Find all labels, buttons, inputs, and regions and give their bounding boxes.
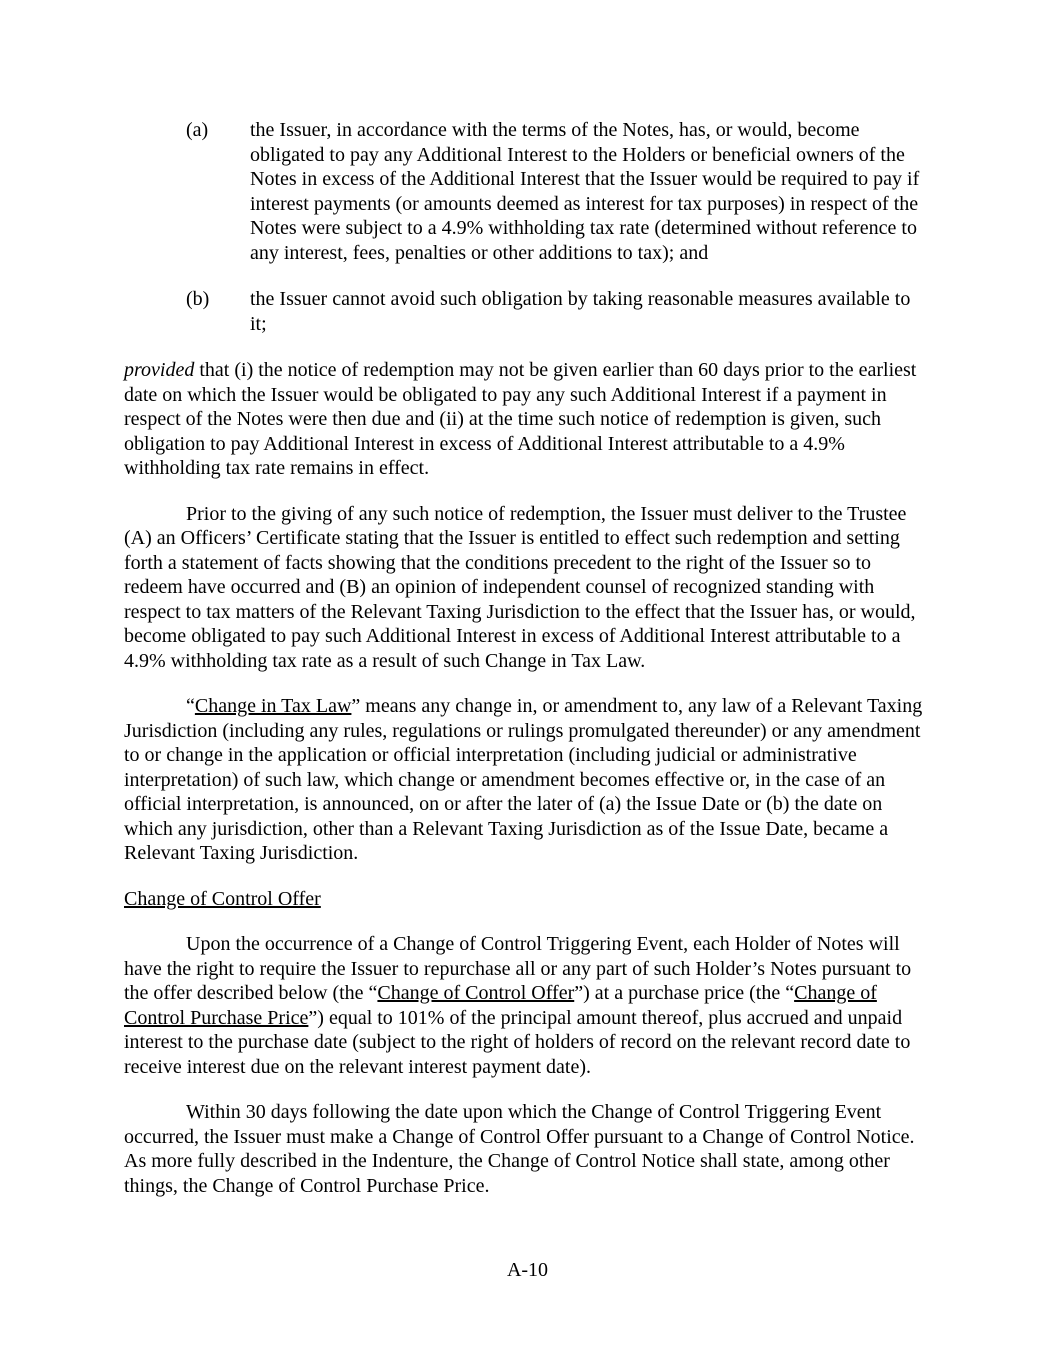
paragraph-within-30-days: Within 30 days following the date upon which the Change of Control Triggering Event occurred, the Issuer must make a Change of Control Offer pursuant to a Change of Control Notice. As more fully described in the Indenture, the Change of Control Notice shall state, among other things, the Change of Control Purchase Price.: [124, 1101, 915, 1197]
upon-run-2: ”) equal to 101% of the principal amount thereof, plus accrued and unpaid interest to the purchase date (subject to the right of holders of record on the relevant record date to receive interest due on the relevant interest payment date).: [124, 1006, 911, 1078]
tax-law-rest-text: ” means any change in, or amendment to, any law of a Relevant Taxing Jurisdiction (including any rules, regulations or rulings promulgated thereunder) or any amendment to or change in the application or official interpretation (including judicial or administrative interpretation) of such law, which change or amendment becomes effective or, in the case of an official interpretation, is announced, on or after the later of (a) the Issue Date or (b) the date on which any jurisdiction, other than a Relevant Taxing Jurisdiction as of the Issue Date, became a Relevant Taxing Jurisdiction.: [124, 695, 923, 864]
list-item-a-text: the Issuer, in accordance with the terms of the Notes, has, or would, become obligated to pay any Additional Interest to the Holders or beneficial owners of the Notes in excess of the Additional Interest that the Issuer would be required to pay if interest payments (or amounts deemed as interest for tax purposes) in respect of the Notes were subject to a 4.9% withholding tax rate (determined without reference to any interest, fees, penalties or other additions to tax); and: [250, 119, 920, 264]
section-heading-change-of-control-offer: Change of Control Offer: [124, 887, 321, 910]
change-of-control-purchase-price-term: Change of Control Purchase Price: [124, 982, 877, 1029]
upon-run-0: Upon the occurrence of a Change of Control Triggering Event, each Holder of Notes will have the right to require the Issuer to repurchase all or any part of such Holder’s Notes pursuant to the offer described below (the “: [124, 933, 912, 1004]
list-item-a: [124, 118, 931, 265]
paragraph-provided: [124, 358, 931, 481]
list-item-b: [124, 287, 931, 336]
paragraph-change-in-tax-law: [124, 694, 931, 866]
provided-rest-text: that (i) the notice of redemption may not be given earlier than 60 days prior to the earliest date on which the Issuer would be obligated to pay any such Additional Interest if a payment in respect of the Notes were then due and (ii) at the time such notice of redemption is given, such obligation to pay Additional Interest in excess of Additional Interest attributable to a 4.9% withholding tax rate remains in effect.: [124, 359, 917, 479]
list-item-b-label: (b): [186, 288, 210, 310]
tax-law-defined-term: Change in Tax Law: [194, 695, 352, 717]
page-content: [124, 118, 931, 1219]
list-item-b-text: the Issuer cannot avoid such obligation by taking reasonable measures available to it;: [250, 288, 911, 335]
paragraph-upon-occurrence: [124, 932, 931, 1079]
provided-italic-lead: provided: [124, 359, 195, 381]
paragraph-prior-to-giving: Prior to the giving of any such notice of redemption, the Issuer must deliver to the Trustee (A) an Officers’ Certificate stating that the Issuer is entitled to effect such redemption and setting forth a statement of facts showing that the conditions precedent to the right of the Issuer so to redeem have occurred and (B) an opinion of independent counsel of recognized standing with respect to tax matters of the Relevant Taxing Jurisdiction to the effect that the Issuer has, or would, become obligated to pay such Additional Interest in excess of Additional Interest attributable to a 4.9% withholding tax rate as a result of such Change in Tax Law.: [124, 502, 916, 672]
change-of-control-offer-term: Change of Control Offer: [377, 982, 575, 1004]
tax-law-open-quote: “: [186, 695, 195, 717]
upon-run-1: ”) at a purchase price (the “: [574, 982, 795, 1004]
list-item-a-label: (a): [186, 119, 209, 141]
page-number: A-10: [506, 1259, 549, 1281]
